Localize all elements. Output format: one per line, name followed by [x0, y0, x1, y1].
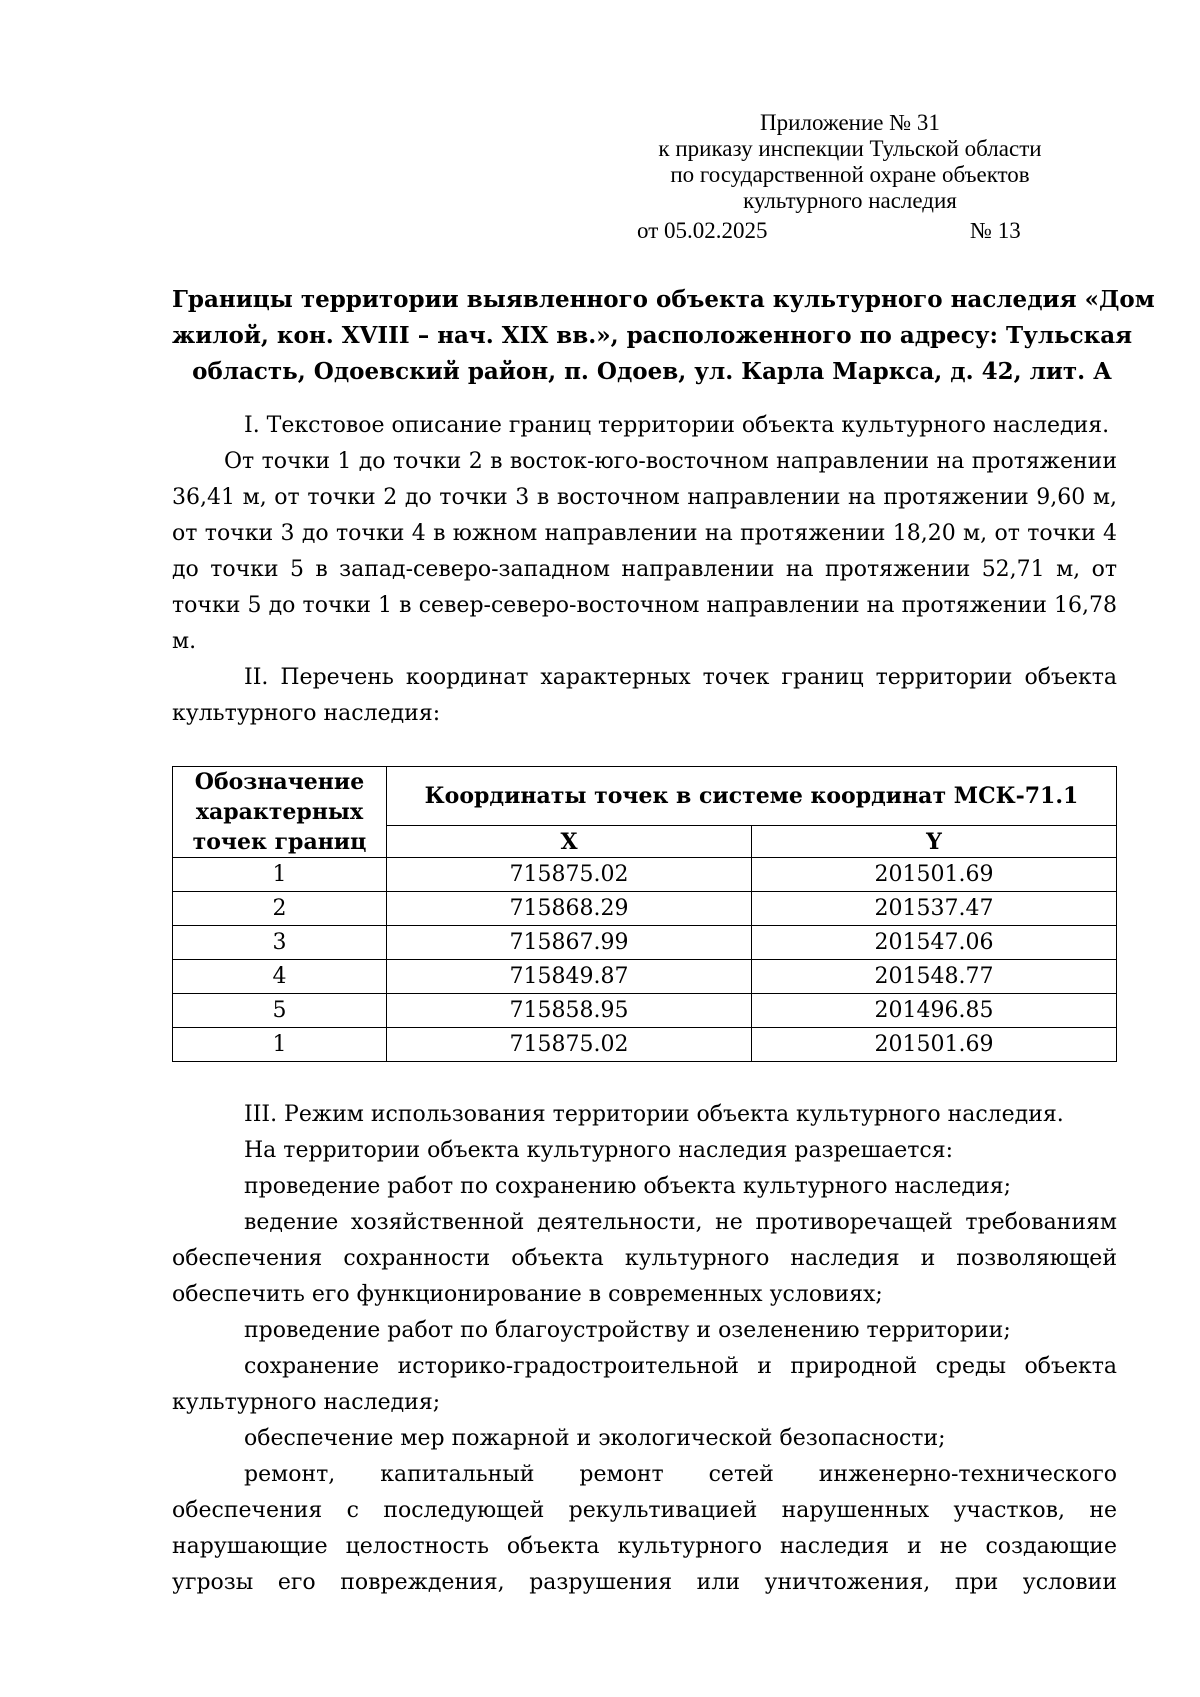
col-point-header: Обозначение характерных точек границ — [173, 767, 387, 858]
table-header-row — [173, 767, 1117, 826]
table-row — [173, 926, 1117, 960]
allowed-item: сохранение историко-градостроительной и природной среды объекта культурного наследия; — [172, 1354, 1117, 1415]
y-cell: 201548.77 — [751, 960, 1116, 994]
point-cell: 4 — [173, 960, 387, 994]
y-cell: 201496.85 — [751, 994, 1116, 1028]
y-cell: 201547.06 — [751, 926, 1116, 960]
appendix-header — [600, 110, 1100, 214]
section-1-text: От точки 1 до точки 2 в восток-юго-восточном направлении на протяжении 36,41 м, от точки 2 до точки 3 в восточном направлении на протяжении 9,60 м, от точки 3 до точки 4 в южном направлении на протяжении 18,20 м, от точки 4 до точки 5 в запад-северо-западном направлении на протяжении 52,71 м, от точки 5 до точки 1 в север-северо-восточном направлении на протяжении 16,78 м. — [172, 449, 1117, 654]
col-x-header: X — [387, 826, 752, 858]
allowed-item: ведение хозяйственной деятельности, не противоречащей требованиям обеспечения сохранности объекта культурного наследия и позволяющей обеспечить его функционирование в современных условиях; — [172, 1210, 1117, 1307]
x-cell: 715875.02 — [387, 858, 752, 892]
appendix-number: Приложение № 31 — [760, 110, 940, 135]
title-line: область, Одоевский район, п. Одоев, ул. Карла Маркса, д. 42, лит. А — [192, 358, 1112, 385]
section-1 — [172, 408, 1117, 732]
y-cell: 201501.69 — [751, 1028, 1116, 1062]
col-y-header: Y — [751, 826, 1116, 858]
order-number: № 13 — [970, 218, 1021, 243]
allowed-intro: На территории объекта культурного наследия разрешается: — [244, 1138, 954, 1163]
title-line: жилой, кон. XVIII – нач. XIX вв.», расположенного по адресу: Тульская — [172, 322, 1133, 349]
section-2-heading: II. Перечень координат характерных точек границ территории объекта культурного наследия: — [172, 665, 1117, 726]
order-date: от 05.02.2025 — [637, 218, 768, 243]
table-row — [173, 960, 1117, 994]
point-cell: 1 — [173, 1028, 387, 1062]
x-cell: 715875.02 — [387, 1028, 752, 1062]
allowed-item: обеспечение мер пожарной и экологической безопасности; — [244, 1426, 946, 1451]
section-3 — [172, 1097, 1117, 1601]
title-line: Границы территории выявленного объекта культурного наследия «Дом — [172, 286, 1155, 313]
table-row — [173, 858, 1117, 892]
x-cell: 715849.87 — [387, 960, 752, 994]
x-cell: 715858.95 — [387, 994, 752, 1028]
point-cell: 1 — [173, 858, 387, 892]
section-3-heading: III. Режим использования территории объекта культурного наследия. — [244, 1102, 1064, 1127]
x-cell: 715868.29 — [387, 892, 752, 926]
section-1-heading: I. Текстовое описание границ территории объекта культурного наследия. — [244, 413, 1110, 438]
allowed-item: ремонт, капитальный ремонт сетей инженерно-технического обеспечения с последующей рекультивацией нарушенных участков, не нарушающие целостность объекта культурного наследия и не создающие угрозы его повреждения, разрушения или уничтожения, при условии — [172, 1462, 1117, 1595]
appendix-authority-cont: культурного наследия — [743, 188, 957, 213]
document-title — [172, 282, 1155, 390]
appendix-authority: по государственной охране объектов — [670, 162, 1030, 187]
table-row — [173, 1028, 1117, 1062]
table-row — [173, 994, 1117, 1028]
y-cell: 201537.47 — [751, 892, 1116, 926]
point-cell: 2 — [173, 892, 387, 926]
col-coords-header: Координаты точек в системе координат МСК-71.1 — [387, 767, 1117, 826]
appendix-order-ref: к приказу инспекции Тульской области — [658, 136, 1042, 161]
coordinates-table — [172, 766, 1117, 1062]
point-cell: 5 — [173, 994, 387, 1028]
allowed-item: проведение работ по благоустройству и озеленению территории; — [244, 1318, 1011, 1343]
allowed-item: проведение работ по сохранению объекта культурного наследия; — [244, 1174, 1012, 1199]
y-cell: 201501.69 — [751, 858, 1116, 892]
table-row — [173, 892, 1117, 926]
x-cell: 715867.99 — [387, 926, 752, 960]
point-cell: 3 — [173, 926, 387, 960]
